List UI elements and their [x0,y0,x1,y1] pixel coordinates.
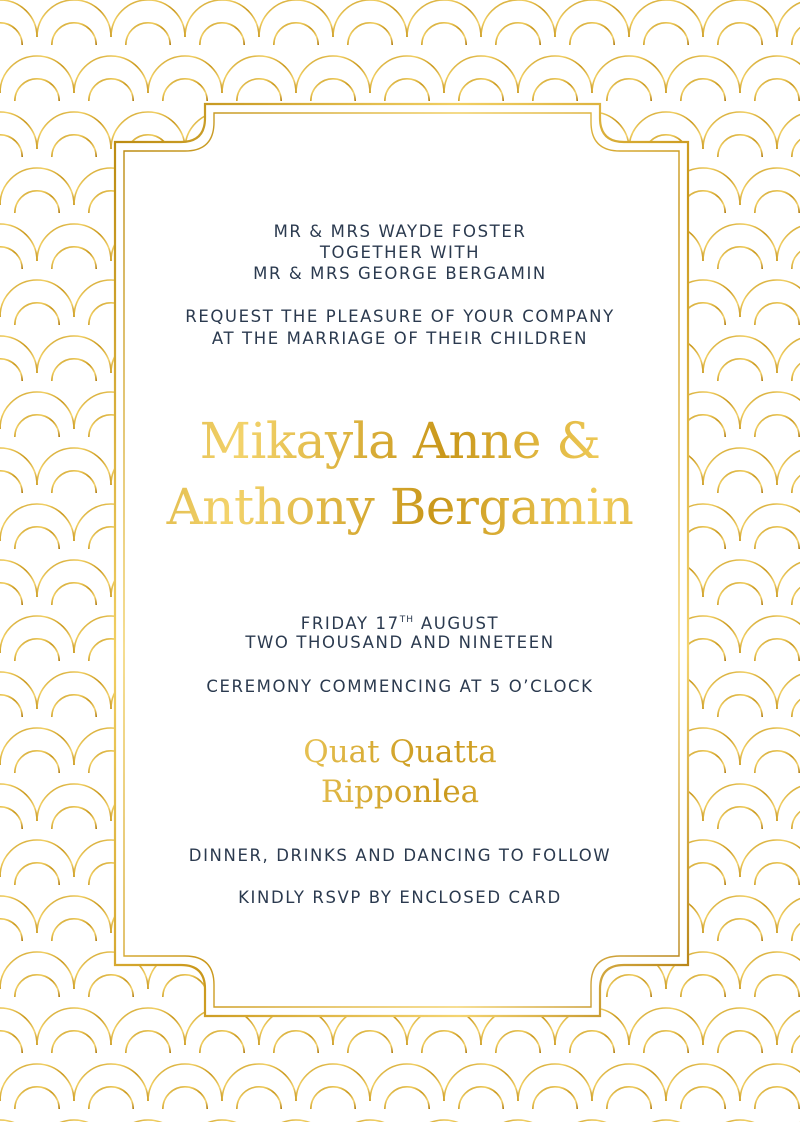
reception-note: DINNER, DRINKS AND DANCING TO FOLLOW [188,846,612,865]
date-day-suffix: TH [399,615,414,625]
date-month: AUGUST [414,614,500,633]
hosts-line-1: MR & MRS WAYDE FOSTER [273,222,527,241]
hosts-line-2: TOGETHER WITH [319,243,481,262]
couple-names [0,408,800,540]
date-line-2: TWO THOUSAND AND NINETEEN [245,633,555,652]
request-line-1: REQUEST THE PLEASURE OF YOUR COMPANY [185,307,615,326]
couple-name-line-1: Mikayla Anne & [199,412,601,470]
venue-line-2: Ripponlea [320,774,480,810]
rsvp-note: KINDLY RSVP BY ENCLOSED CARD [238,888,562,907]
date-weekday-day: FRIDAY 17 [300,614,400,633]
hosts-line-3: MR & MRS GEORGE BERGAMIN [253,264,547,283]
venue-line-1: Quat Quatta [303,734,497,770]
ceremony-time: CEREMONY COMMENCING AT 5 O’CLOCK [206,677,594,696]
request-line-2: AT THE MARRIAGE OF THEIR CHILDREN [211,329,589,348]
couple-name-line-2: Anthony Bergamin [166,478,634,536]
venue-name [0,732,800,812]
date-line-1 [0,610,800,634]
